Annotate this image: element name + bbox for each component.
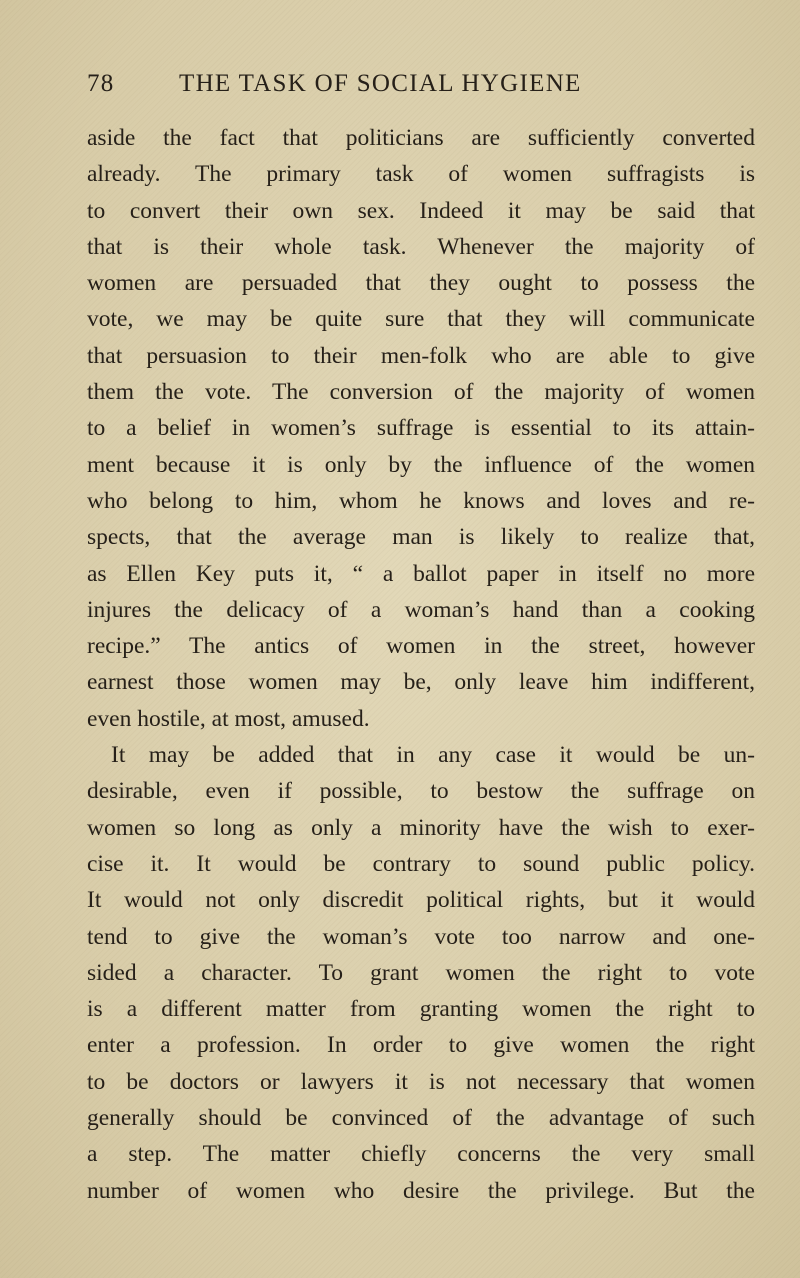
page-number: 78 — [87, 70, 115, 97]
text-line: aside the fact that politicians are sufficiently converted — [87, 125, 755, 151]
running-title: THE TASK OF SOCIAL HYGIENE — [179, 70, 582, 97]
text-line: ment because it is only by the influence of the women — [87, 451, 755, 478]
text-line: a step. The matter chiefly concerns the very small — [87, 1141, 755, 1168]
text-line: recipe.” The antics of women in the street, however — [87, 633, 755, 660]
text-line: earnest those women may be, only leave him indifferent, — [87, 669, 755, 696]
text-line: cise it. It would be contrary to sound public policy. — [87, 850, 755, 877]
text-line: vote, we may be quite sure that they will communicate — [87, 306, 755, 333]
text-line: who belong to him, whom he knows and loves and re- — [87, 487, 755, 514]
text-line: to be doctors or lawyers it is not necessary that women — [87, 1068, 755, 1095]
text-line: already. The primary task of women suffragists is — [87, 161, 755, 188]
text-line: tend to give the woman’s vote too narrow and one- — [87, 923, 755, 950]
text-line: desirable, even if possible, to bestow the suffrage on — [87, 778, 755, 805]
text-line: that persuasion to their men-folk who are able to give — [87, 342, 755, 369]
text-line: that is their whole task. Whenever the majority of — [87, 233, 755, 260]
text-line: women so long as only a minority have the wish to exer- — [87, 814, 755, 841]
text-line: them the vote. The conversion of the majority of women — [87, 379, 755, 406]
text-line: as Ellen Key puts it, “ a ballot paper in itself no more — [87, 560, 755, 587]
text-line: generally should be convinced of the advantage of such — [87, 1105, 755, 1132]
text-line: enter a profession. In order to give women the right — [87, 1032, 755, 1059]
paragraph-first-line: It may be added that in any case it would be un- — [111, 742, 755, 769]
running-head — [87, 70, 755, 110]
text-line: to convert their own sex. Indeed it may be said that — [87, 197, 755, 224]
text-line: spects, that the average man is likely to realize that, — [87, 524, 755, 551]
paragraph-last-line: even hostile, at most, amused. — [87, 705, 370, 732]
text-line: It would not only discredit political rights, but it would — [87, 887, 755, 914]
text-line: injures the delicacy of a woman’s hand than a cooking — [87, 596, 755, 623]
book-page — [87, 70, 755, 1209]
text-line: sided a character. To grant women the right to vote — [87, 959, 755, 986]
text-line: to a belief in women’s suffrage is essential to its attain- — [87, 415, 755, 442]
text-line: women are persuaded that they ought to possess the — [87, 270, 755, 297]
text-line: number of women who desire the privilege. But the — [87, 1177, 755, 1204]
text-line: is a different matter from granting women the right to — [87, 996, 755, 1023]
body-text — [87, 120, 755, 1209]
